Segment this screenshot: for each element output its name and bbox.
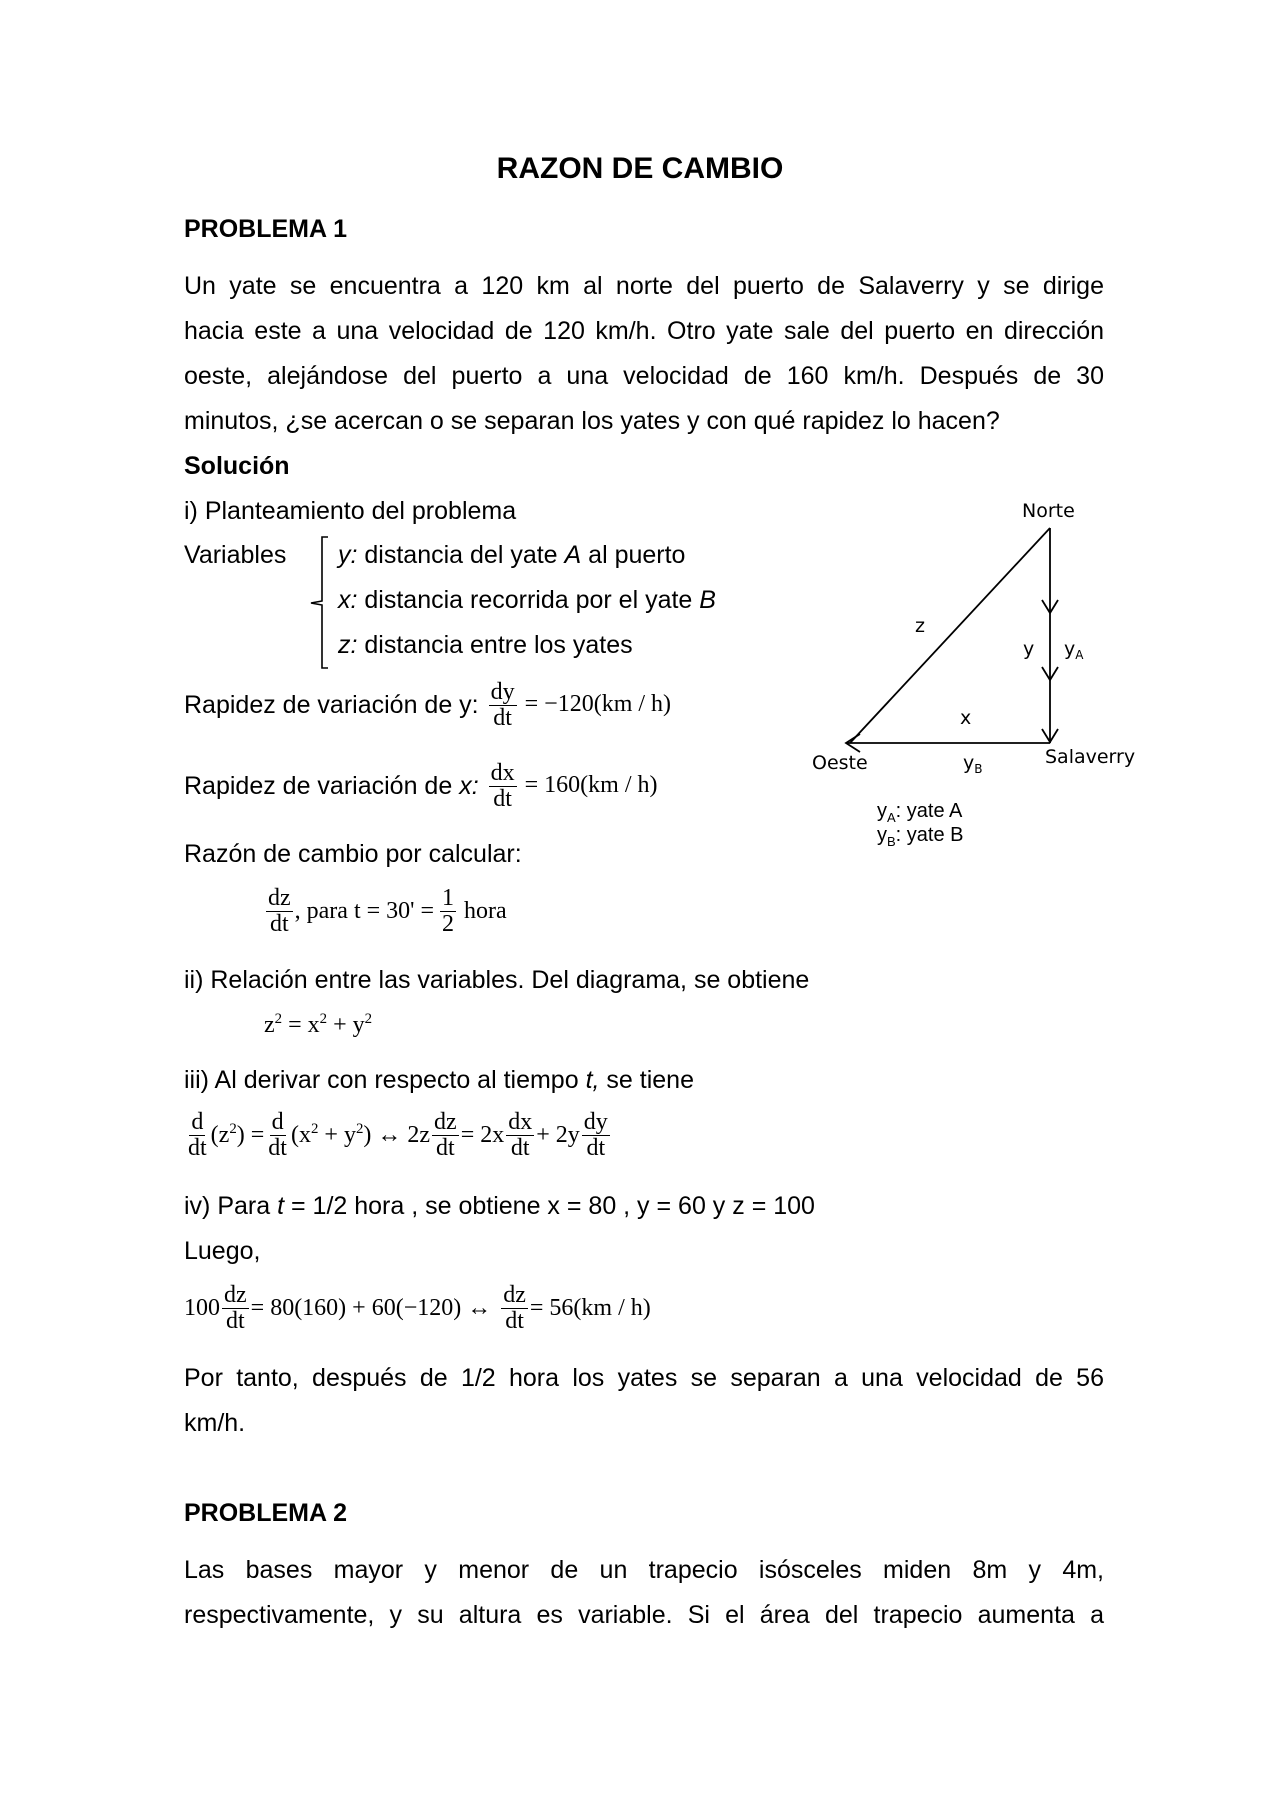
variables-brace (306, 535, 336, 671)
problem-2-line-1: Las bases mayor y menor de un trapecio isósceles miden 8m y 4m, (184, 1556, 1104, 1584)
rate-y-label: Rapidez de variación de y: (184, 691, 479, 720)
rate-x: Rapidez de variación de x: $\frac{dx}{dt}$ = 160(km / h) (184, 760, 658, 813)
dy-dt-fraction: $\frac{dy}{dt}$ (490, 679, 515, 732)
problem-1-heading: PROBLEMA 1 (184, 215, 347, 243)
label-salaverry: Salaverry (1045, 746, 1136, 768)
variable-y: y: distancia del yate A al puerto (338, 541, 686, 569)
variable-z: z: distancia entre los yates (338, 631, 633, 659)
variable-x: x: distancia recorrida por el yate B (338, 586, 716, 614)
label-x: x (960, 707, 972, 729)
page-title: RAZON DE CAMBIO (496, 152, 784, 185)
yacht-diagram (800, 495, 1160, 855)
label-yb: $y_B$ (963, 752, 983, 776)
conclusion-line-1: Por tanto, después de 1/2 hora los yates se separan a una velocidad de 56 (184, 1364, 1104, 1392)
legend-yate-b: $y_B$: yate B (877, 824, 964, 849)
label-oeste: Oeste (812, 752, 868, 774)
rate-x-label: Rapidez de variación de x: (184, 772, 479, 801)
variables-label: Variables (184, 541, 287, 569)
label-norte: Norte (1022, 500, 1075, 522)
derivative-equation: $\frac{d}{dt}$ $(z^2)$ = $\frac{d}{dt}$ $(x^2 + y^2)$ ↔ 2z $\frac{dz}{dt}$ = 2x $\frac{dx}{dt}$ + 2y $\frac{dy}{dt}$ (188, 1109, 608, 1162)
legend-yate-a: $y_A$: yate A (877, 800, 963, 825)
step-3-label: iii) Al derivar con respecto al tiempo t, se tiene (184, 1066, 694, 1094)
label-y: y (1023, 638, 1035, 660)
dx-dt-fraction: $\frac{dx}{dt}$ (490, 760, 515, 813)
target-label: Razón de cambio por calcular: (184, 840, 522, 868)
label-z: z (915, 615, 925, 637)
label-ya: $y_A$ (1064, 638, 1084, 662)
problem-2-heading: PROBLEMA 2 (184, 1499, 347, 1527)
step-2-label: ii) Relación entre las variables. Del diagrama, se obtiene (184, 966, 810, 994)
problem-1-line-2: hacia este a una velocidad de 120 km/h. Otro yate sale del puerto en dirección (184, 317, 1104, 345)
final-equation: 100 $\frac{dz}{dt}$ = 80(160) + 60(−120) ↔ $\frac{dz}{dt}$ = 56(km / h) (184, 1282, 651, 1335)
relation-equation: $z^2 = x^2 + y^2$ (264, 1011, 373, 1038)
problem-1-line-1: Un yate se encuentra a 120 km al norte del puerto de Salaverry y se dirige (184, 272, 1104, 300)
conclusion-line-2: km/h. (184, 1409, 246, 1437)
problem-1-line-4: minutos, ¿se acercan o se separan los yates y con qué rapidez lo hacen? (184, 407, 1000, 435)
step-1-label: i) Planteamiento del problema (184, 497, 517, 525)
problem-1-line-3: oeste, alejándose del puerto a una velocidad de 160 km/h. Después de 30 (184, 362, 1104, 390)
hypotenuse-line (850, 528, 1050, 743)
rate-y: Rapidez de variación de y: $\frac{dy}{dt}$ = −120(km / h) (184, 679, 672, 732)
problem-2-line-2: respectivamente, y su altura es variable. Si el área del trapecio aumenta a (184, 1601, 1104, 1629)
step-4-label: iv) Para t = 1/2 hora , se obtiene x = 80 , y = 60 y z = 100 (184, 1192, 815, 1220)
target-rate: $\frac{dz}{dt}$ , para t = 30' = $\frac{1}{2}$ hora (268, 885, 507, 938)
solution-label: Solución (184, 452, 290, 480)
then-label: Luego, (184, 1237, 261, 1265)
